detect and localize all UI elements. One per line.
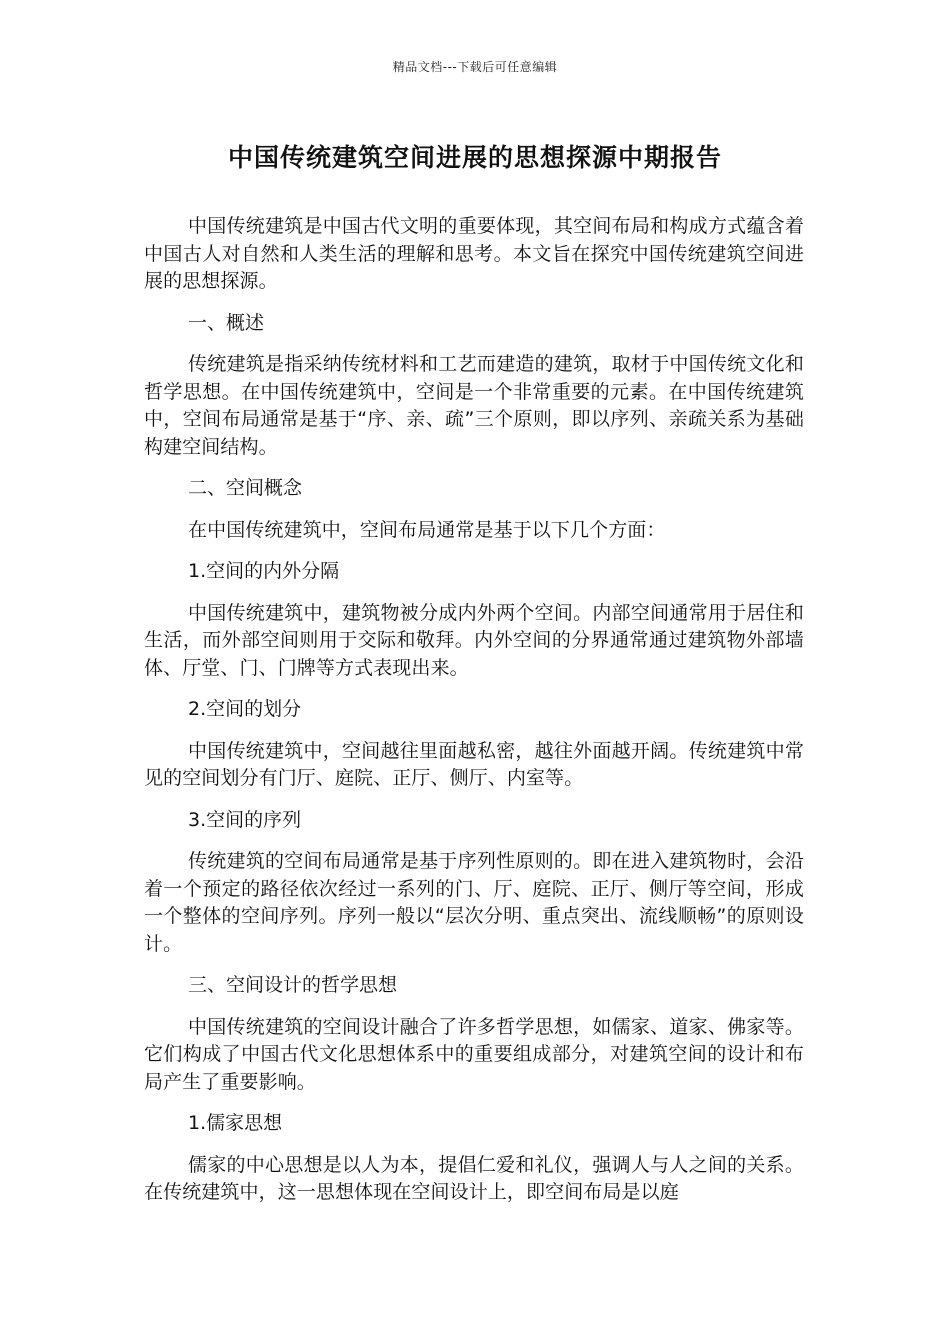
space-sequence-paragraph: 传统建筑的空间布局通常是基于序列性原则的。即在进入建筑物时，会沿着一个预定的路径依次经过一系列的门、厅、庭院、正厅、侧厅等空间，形成一个整体的空间序列。序列一般以“层次分明、重点突出、流线顺畅”的原则设计。 [144, 850, 804, 955]
space-division-paragraph: 中国传统建筑中，空间越往里面越私密，越往外面越开阔。传统建筑中常见的空间划分有门厅、庭院、正厅、侧厅、内室等。 [144, 739, 804, 789]
document-title: 中国传统建筑空间进展的思想探源中期报告 [227, 143, 722, 172]
section-heading-space-concept: 二、空间概念 [188, 477, 303, 499]
section-heading-philosophy: 三、空间设计的哲学思想 [188, 974, 398, 996]
inner-outer-paragraph: 中国传统建筑中，建筑物被分成内外两个空间。内部空间通常用于居住和生活，而外部空间则用于交际和敬拜。内外空间的分界通常通过建筑物外部墙体、厅堂、门、门牌等方式表现出来。 [144, 601, 804, 679]
subheading-space-sequence: 3.空间的序列 [188, 808, 302, 831]
subheading-inner-outer-separation: 1.空间的内外分隔 [188, 560, 340, 582]
confucianism-paragraph: 儒家的中心思想是以人为本，提倡仁爱和礼仪，强调人与人之间的关系。在传统建筑中，这一思想体现在空间设计上，即空间布局是以庭 [144, 1153, 804, 1203]
intro-paragraph: 中国传统建筑是中国古代文明的重要体现，其空间布局和构成方式蕴含着中国古人对自然和人类生活的理解和思考。本文旨在探究中国传统建筑空间进展的思想探源。 [144, 215, 804, 292]
document-body [144, 213, 804, 1221]
section-heading-overview: 一、概述 [188, 311, 265, 334]
overview-paragraph: 传统建筑是指采纳传统材料和工艺而建造的建筑，取材于中国传统文化和哲学思想。在中国传统建筑中，空间是一个非常重要的元素。在中国传统建筑中，空间布局通常是基于“序、亲、疏”三个原则，即以序列、亲疏关系为基础构建空间结构。 [144, 353, 804, 458]
subheading-confucianism: 1.儒家思想 [188, 1112, 283, 1134]
subheading-space-division: 2.空间的划分 [188, 698, 302, 720]
page-header: 精品文档---下载后可任意编辑 [392, 60, 558, 74]
philosophy-paragraph: 中国传统建筑的空间设计融合了许多哲学思想，如儒家、道家、佛家等。它们构成了中国古代文化思想体系中的重要组成部分，对建筑空间的设计和布局产生了重要影响。 [144, 1015, 804, 1093]
space-concept-paragraph: 在中国传统建筑中，空间布局通常是基于以下几个方面： [188, 518, 666, 541]
